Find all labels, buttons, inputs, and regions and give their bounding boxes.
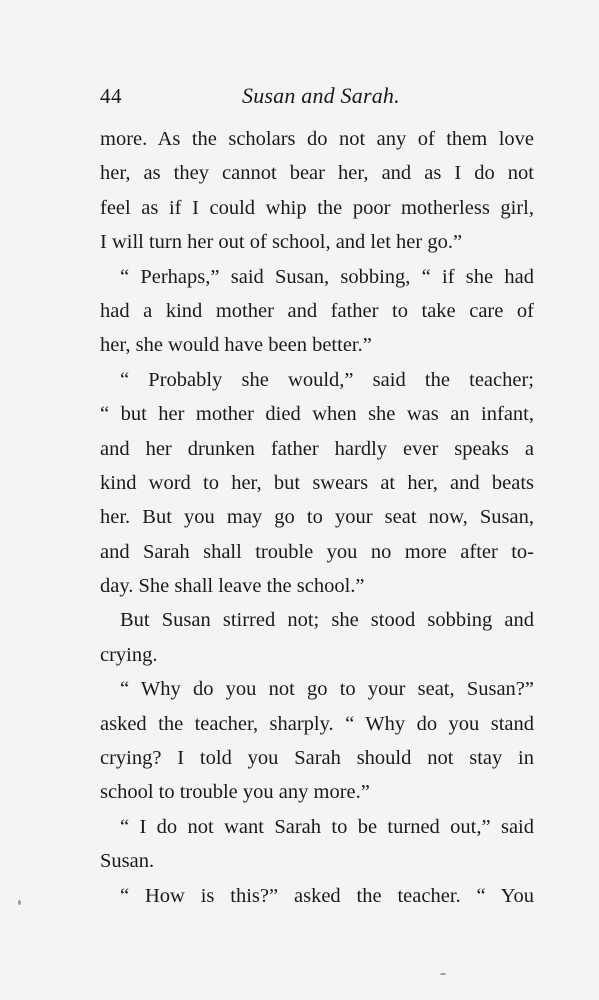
text-line: crying.	[100, 643, 158, 666]
text-line: day. She shall leave the school.”	[100, 575, 365, 598]
text-line: But Susan stirred not; she stood sobbing and	[120, 609, 534, 632]
text-line: more. As the scholars do not any of them love	[100, 128, 534, 150]
text-line: and Sarah shall trouble you no more after to-	[100, 540, 534, 563]
text-line: “ but her mother died when she was an infant,	[100, 403, 534, 426]
text-line: her, as they cannot bear her, and as I do not	[100, 162, 534, 185]
text-line: feel as if I could whip the poor motherless girl,	[100, 196, 534, 219]
text-line: “ Why do you not go to your seat, Susan?”	[120, 678, 534, 701]
text-line: her. But you may go to your seat now, Susan,	[100, 506, 534, 529]
text-line: and her drunken father hardly ever speaks a	[100, 437, 534, 460]
text-line: school to trouble you any more.”	[100, 781, 370, 804]
running-head	[100, 84, 520, 116]
paper-speck	[18, 900, 21, 905]
text-line: crying? I told you Sarah should not stay in	[100, 747, 534, 770]
text-line: I will turn her out of school, and let her go.”	[100, 231, 463, 254]
text-line: Susan.	[100, 850, 155, 873]
body-text	[100, 122, 534, 913]
text-line: “ Perhaps,” said Susan, sobbing, “ if she had	[120, 265, 534, 288]
text-line: kind word to her, but swears at her, and beats	[100, 471, 534, 494]
paper-speck	[440, 973, 446, 975]
text-line: “ Probably she would,” said the teacher;	[120, 368, 534, 391]
text-line: “ How is this?” asked the teacher. “ You	[120, 884, 534, 907]
running-title: Susan and Sarah.	[242, 83, 400, 108]
text-line: her, she would have been better.”	[100, 334, 372, 357]
text-line: asked the teacher, sharply. “ Why do you stand	[100, 712, 534, 735]
page-number: 44	[100, 84, 122, 108]
text-line: “ I do not want Sarah to be turned out,” said	[120, 815, 534, 838]
text-line: had a kind mother and father to take care of	[100, 299, 534, 322]
